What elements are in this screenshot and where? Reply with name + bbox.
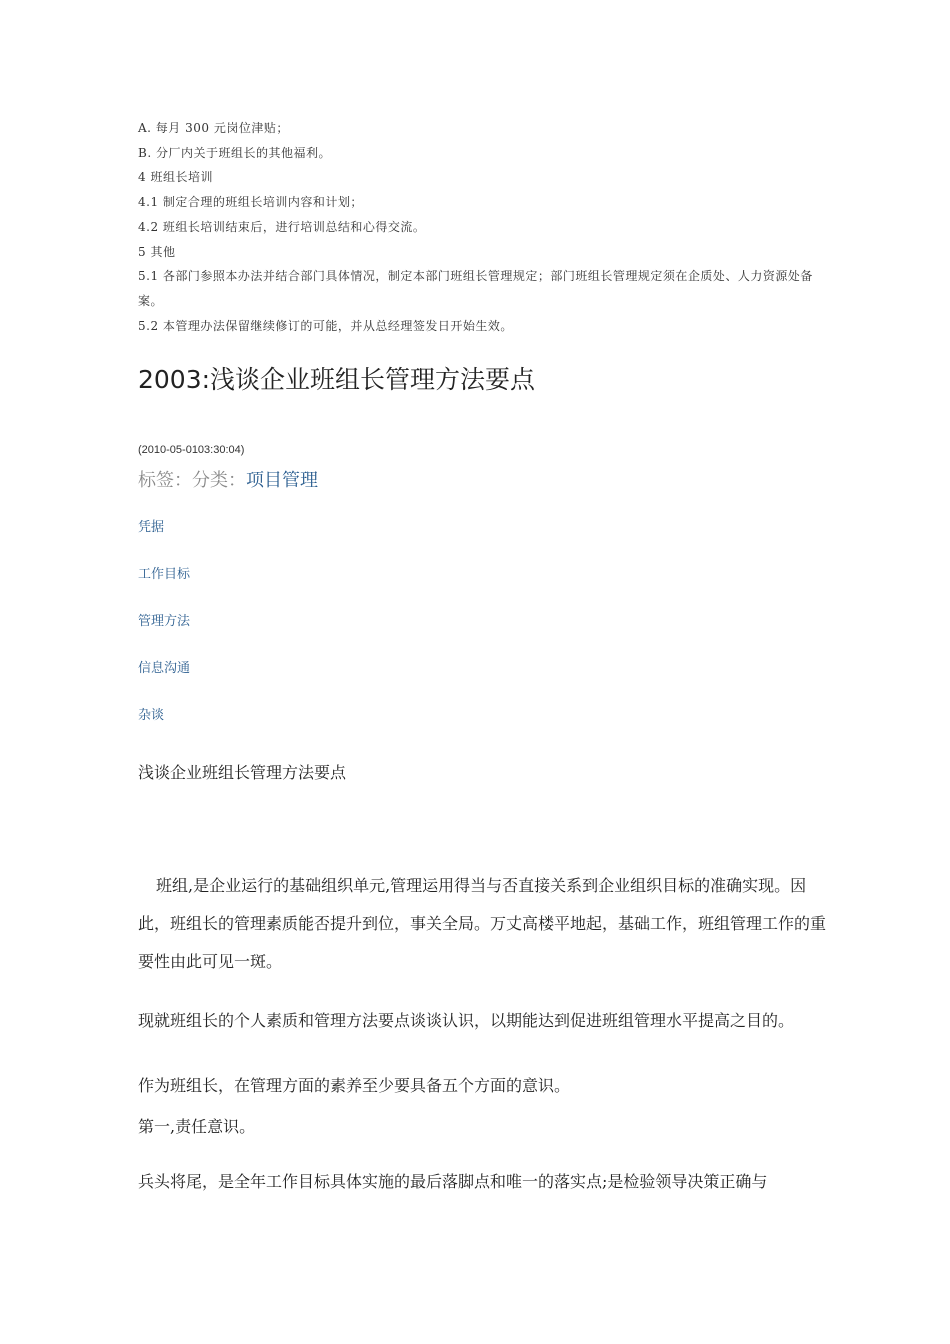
outline-heading-5: 5 其他 xyxy=(138,245,176,259)
outline-line-4-2: 4.2 班组长培训结束后，进行培训总结和心得交流。 xyxy=(138,220,426,234)
outline-line-5-2: 5.2 本管理办法保留继续修订的可能，并从总经理签发日开始生效。 xyxy=(138,319,513,333)
paragraph-intro: 班组,是企业运行的基础组织单元,管理运用得当与否直接关系到企业组织目标的准确实现。因此，班组长的管理素质能否提升到位，事关全局。万丈高楼平地起，基础工作，班组管理工作的重要性由此可见一斑。 xyxy=(138,876,827,971)
toc-link-basis[interactable]: 凭据 xyxy=(138,520,165,535)
content-subtitle: 浅谈企业班组长管理方法要点 xyxy=(138,763,347,782)
outline-line-a: A. 每月 300 元岗位津贴； xyxy=(138,121,289,135)
article-title: 2003:浅谈企业班组长管理方法要点 xyxy=(138,365,536,394)
outline-line-5-1: 5.1 各部门参照本办法并结合部门具体情况，制定本部门班组长管理规定；部门班组长管理规定须在企质处、人力资源处备案。 xyxy=(138,269,813,308)
article-timestamp: (2010-05-0103:30:04) xyxy=(138,444,245,456)
outline-heading-4: 4 班组长培训 xyxy=(138,170,213,184)
toc-link-goals[interactable]: 工作目标 xyxy=(138,567,191,582)
section-responsibility: 第一,责任意识。 xyxy=(138,1117,256,1136)
category-link[interactable]: 项目管理 xyxy=(246,470,318,491)
paragraph-awareness: 作为班组长，在管理方面的素养至少要具备五个方面的意识。 xyxy=(138,1076,571,1095)
toc-link-misc[interactable]: 杂谈 xyxy=(138,708,165,723)
category-label: 分类： xyxy=(192,470,246,491)
toc-link-communication[interactable]: 信息沟通 xyxy=(138,661,191,676)
outline-line-4-1: 4.1 制定合理的班组长培训内容和计划； xyxy=(138,195,363,209)
paragraph-purpose: 现就班组长的个人素质和管理方法要点谈谈认识，以期能达到促进班组管理水平提高之目的。 xyxy=(138,1011,795,1030)
paragraph-responsibility: 兵头将尾，是全年工作目标具体实施的最后落脚点和唯一的落实点;是检验领导决策正确与 xyxy=(138,1172,768,1191)
toc-link-methods[interactable]: 管理方法 xyxy=(138,614,191,629)
tag-category-row xyxy=(138,468,318,494)
tags-label: 标签： xyxy=(138,470,192,491)
outline-line-b: B. 分厂内关于班组长的其他福利。 xyxy=(138,146,331,160)
